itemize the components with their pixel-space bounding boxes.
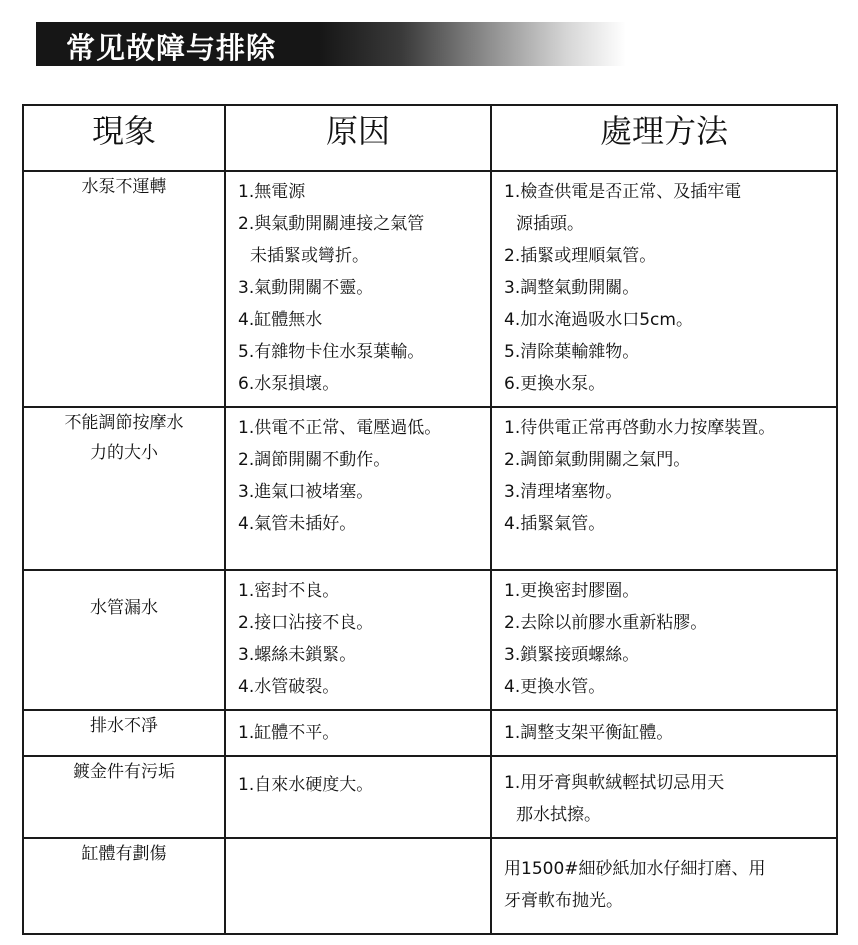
solution-item: 1.調整支架平衡缸體。 [504,723,674,743]
solution-item: 6.更換水泵。 [504,374,606,394]
cause-item: 1.無電源 [238,182,306,202]
table-header-row [23,105,837,171]
symptom-cell [23,710,225,756]
symptom-text: 力的大小 [90,443,158,463]
cause-item: 4.水管破裂。 [238,677,340,697]
troubleshooting-table [22,104,838,935]
cause-item: 1.自來水硬度大。 [238,775,374,795]
cause-item: 4.氣管未插好。 [238,514,357,534]
solution-item: 1.檢查供電是否正常、及插牢電 [504,182,742,202]
solution-item: 1.用牙膏與軟絨輕拭切忌用天 [504,773,725,793]
solution-item: 4.插緊氣管。 [504,514,606,534]
cause-item: 1.密封不良。 [238,581,340,601]
symptom-cell [23,171,225,407]
symptom-cell [23,838,225,934]
solution-cell [491,756,837,838]
solution-text: 牙膏軟布抛光。 [504,891,623,911]
solution-text: 用1500#細砂紙加水仔細打磨、用 [504,859,766,879]
solution-item-continuation: 那水拭擦。 [516,805,601,825]
table-row [23,570,837,710]
section-title: 常见故障与排除 [66,31,277,65]
solution-item: 4.更換水管。 [504,677,606,697]
cause-cell [225,407,491,570]
solution-item-continuation: 源插頭。 [516,214,584,234]
cause-cell [225,171,491,407]
cause-item: 1.供電不正常、電壓過低。 [238,418,442,438]
section-title-banner [36,22,626,66]
solution-item: 1.更換密封膠圈。 [504,581,640,601]
cause-cell [225,710,491,756]
solution-cell [491,710,837,756]
cause-item: 6.水泵損壞。 [238,374,340,394]
table-row [23,756,837,838]
solution-item: 4.加水淹過吸水口5cm。 [504,310,693,330]
symptom-text: 缸體有劃傷 [81,844,167,864]
cause-item: 2.接口沾接不良。 [238,613,374,633]
cause-item: 4.缸體無水 [238,310,323,330]
symptom-text: 水泵不運轉 [81,177,167,197]
solution-item: 2.去除以前膠水重新粘膠。 [504,613,708,633]
table-row [23,407,837,570]
table-row [23,838,837,934]
header-solution: 處理方法 [491,105,837,171]
cause-item: 3.螺絲未鎖緊。 [238,645,357,665]
solution-item: 3.鎖緊接頭螺絲。 [504,645,640,665]
symptom-text: 鍍金件有污垢 [73,762,175,782]
table-row [23,710,837,756]
cause-item: 1.缸體不平。 [238,723,340,743]
solution-cell [491,171,837,407]
header-symptom: 現象 [23,105,225,171]
cause-item: 5.有雜物卡住水泵葉輸。 [238,342,425,362]
symptom-cell [23,407,225,570]
cause-item: 3.進氣口被堵塞。 [238,482,374,502]
symptom-cell [23,756,225,838]
solution-item: 1.待供電正常再啓動水力按摩裝置。 [504,418,776,438]
header-cause: 原因 [225,105,491,171]
cause-item: 3.氣動開關不靈。 [238,278,374,298]
symptom-text: 不能調節按摩水 [64,413,184,433]
cause-cell [225,756,491,838]
symptom-text: 排水不凈 [90,716,158,736]
solution-cell [491,570,837,710]
symptom-cell [23,570,225,710]
solution-cell [491,838,837,934]
solution-cell [491,407,837,570]
solution-item: 5.清除葉輸雜物。 [504,342,640,362]
solution-item: 2.調節氣動開關之氣門。 [504,450,691,470]
cause-cell [225,570,491,710]
solution-item: 3.調整氣動開關。 [504,278,640,298]
symptom-text: 水管漏水 [90,598,158,618]
solution-item: 3.清理堵塞物。 [504,482,623,502]
cause-item: 2.與氣動開關連接之氣管 [238,214,425,234]
cause-item: 2.調節開關不動作。 [238,450,391,470]
table-row [23,171,837,407]
solution-item: 2.插緊或理順氣管。 [504,246,657,266]
cause-cell [225,838,491,934]
cause-item-continuation: 未插緊或彎折。 [250,246,369,266]
